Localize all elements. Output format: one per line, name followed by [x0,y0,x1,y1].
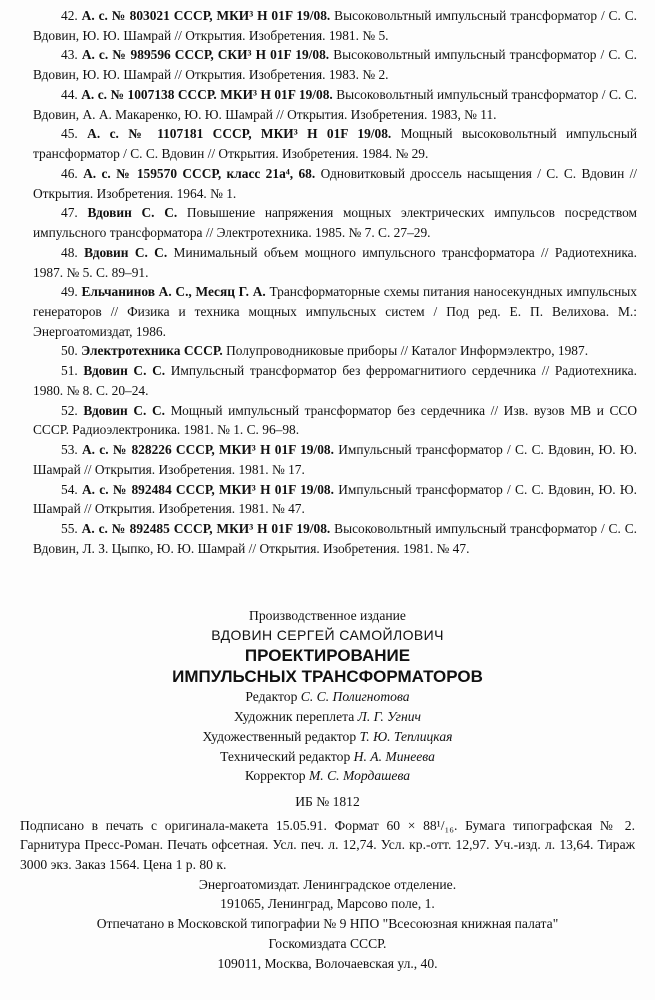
reference-item: 45. А. с. № 1107181 СССР, МКИ³ Н 01F 19/08. Мощный высоковольтный импульсный трансформатор / С. С. Вдовин // Открытия. Изобретения. 1984. № 29. [33,126,637,162]
reference-item: 47. Вдовин С. С. Повышение напряжения мощных электрических импульсов посредством импульсного трансформатора // Электротехника. 1985. № 7. С. 27–29. [33,205,637,241]
book-title-line-2: ИМПУЛЬСНЫХ ТРАНСФОРМАТОРОВ [172,667,483,687]
reference-item: 52. Вдовин С. С. Мощный импульсный трансформатор без сердечника // Изв. вузов МВ и ССО СССР. Радиоэлектроника. 1981. № 1. С. 96–98. [33,402,637,438]
reference-item: 50. Электротехника СССР. Полупроводниковые приборы // Каталог Информэлектро, 1987. [61,343,589,359]
printer: Отпечатано в Московской типографии № 9 НПО "Всесоюзная книжная палата" [96,916,559,932]
reference-item: 42. А. с. № 803021 СССР, МКИ³ Н 01F 19/08. Высоковольтный импульсный трансформатор / С. С. Вдовин, Ю. Ю. Шамрай // Открытия. Изобретения. 1981. № 5. [33,8,637,43]
reference-item: 54. А. с. № 892484 СССР, МКИ³ Н 01F 19/08. Импульсный трансформатор / С. С. Вдовин, Ю. Ю. Шамрай // Открытия. Изобретения. 1981. № 47. [33,481,637,517]
publishing-details: Подписано в печать с оригинала-макета 15.05.91. Формат 60 × 88¹/₁₆. Бумага типографская № 2. Гарнитура Пресс-Роман. Печать офсетная. Усл. печ. л. 12,74. Усл. кр.-отт. 12,97. Уч.-изд. л. 13,64. Тираж 3000 экз. Заказ 1564. Цена 1 р. 80 к. [20,817,635,873]
credit-technical-editor: Технический редактор Н. А. Минеева [220,748,435,764]
reference-item: 46. А. с. № 159570 СССР, класс 21а⁴, 68. Одновитковый дроссель насыщения / С. С. Вдовин // Открытия. Изобретения. 1964. № 1. [33,165,638,201]
credit-proofreader: Корректор М. С. Мордашева [244,768,411,784]
reference-item: 44. А. с. № 1007138 СССР. МКИ³ Н 01F 19/08. Высоковольтный импульсный трансформатор / С. С. Вдовин, А. А. Макаренко, Ю. Ю. Шамрай // Открытия. Изобретения. 1983, № 11. [33,86,637,122]
book-title-line-1: ПРОЕКТИРОВАНИЕ [244,646,411,666]
ib-number: ИБ № 1812 [295,793,360,809]
reference-list [33,6,637,559]
credit-art-editor: Художественный редактор Т. Ю. Теплицкая [202,728,453,744]
printer-address: 109011, Москва, Волочаевская ул., 40. [217,955,438,971]
credit-cover-artist: Художник переплета Л. Г. Угнич [234,709,421,725]
imprint-block [20,606,635,973]
reference-item: 51. Вдовин С. С. Импульсный трансформатор без ферромагнитиого сердечника // Радиотехника. 1980. № 8. С. 20–24. [33,363,637,398]
reference-item: 53. А. с. № 828226 СССР, МКИ³ Н 01F 19/08. Импульсный трансформатор / С. С. Вдовин, Ю. Ю. Шамрай // Открытия. Изобретения. 1981. № 17. [33,442,637,477]
publisher: Энергоатомиздат. Ленинградское отделение. [198,876,457,892]
printer-org: Госкомиздата СССР. [268,935,387,951]
reference-item: 55. А. с. № 892485 СССР, МКИ³ Н 01F 19/08. Высоковольтный импульсный трансформатор / С. С. Вдовин, Л. З. Цыпко, Ю. Ю. Шамрай // Открытия. Изобретения. 1981. № 47. [33,521,637,556]
credit-editor: Редактор С. С. Полигнотова [245,689,410,705]
edition-type: Производственное издание [249,608,406,623]
reference-item: 49. Ельчанинов А. С., Месяц Г. А. Трансформаторные схемы питания наносекундных импульсных генераторов // Физика и техника мощных импульсных систем / Под ред. Е. П. Велихова. М.: Энергоатомиздат, 1986. [33,284,637,339]
reference-item: 43. А. с. № 989596 СССР, СКИ³ Н 01F 19/08. Высоковольтный импульсный трансформатор / С. С. Вдовин, Ю. Ю. Шамрай // Открытия. Изобретения. 1983. № 2. [33,47,637,83]
author-name: ВДОВИН СЕРГЕЙ САМОЙЛОВИЧ [211,626,444,643]
publisher-address: 191065, Ленинград, Марсово поле, 1. [220,896,435,912]
reference-item: 48. Вдовин С. С. Минимальный объем мощного импульсного трансформатора // Радиотехника. 1987. № 5. С. 89–91. [33,244,637,280]
